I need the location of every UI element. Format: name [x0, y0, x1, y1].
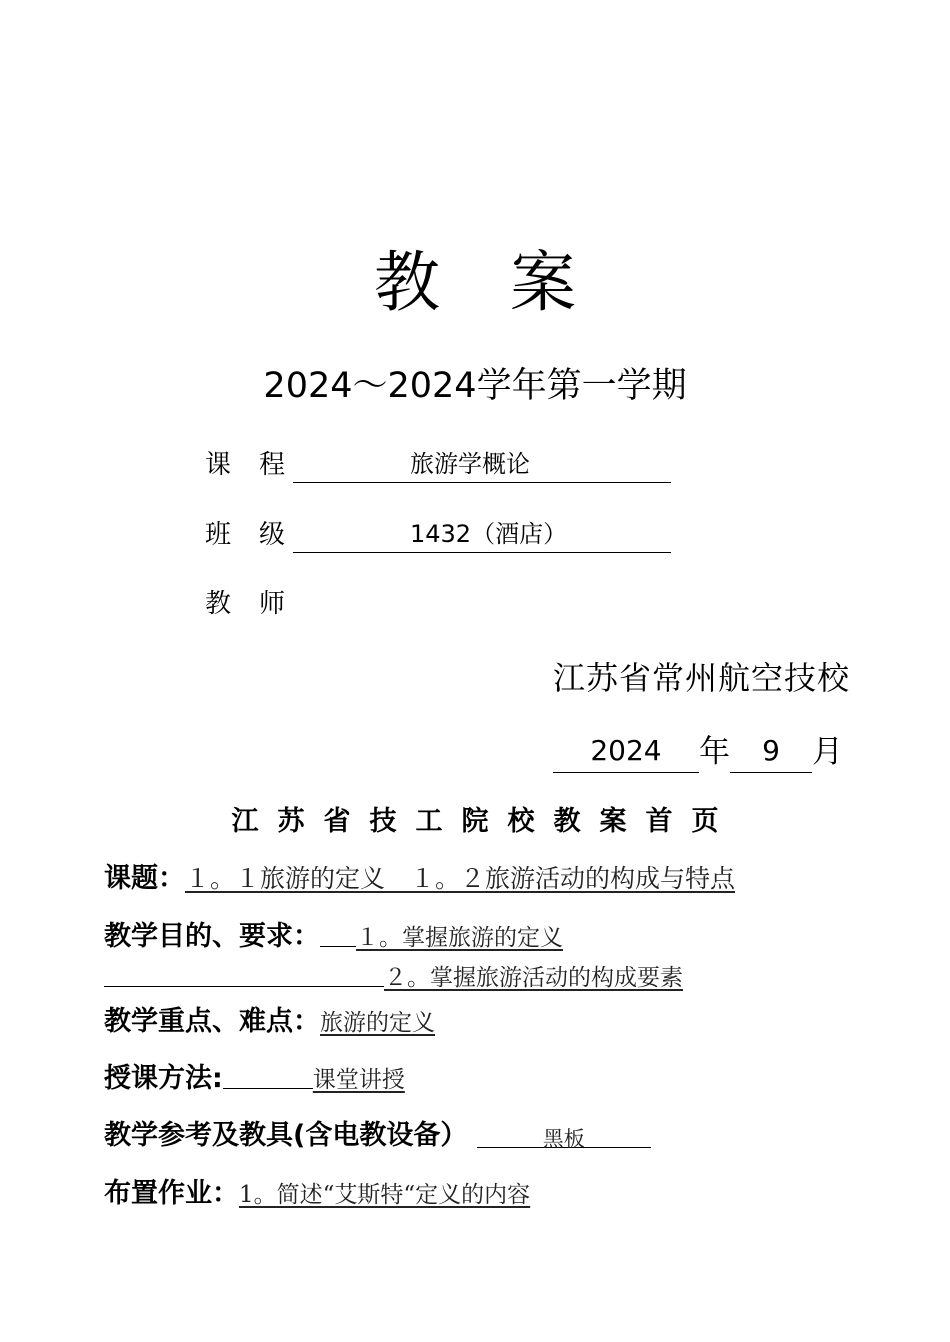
method-field	[104, 1060, 405, 1099]
method-blank	[223, 1060, 313, 1089]
class-value: 1432（酒店）	[293, 516, 671, 553]
key-points-field	[104, 1003, 435, 1042]
goals-field	[104, 918, 563, 957]
date-month: 9	[730, 730, 812, 773]
method-value: 课堂讲授	[312, 1067, 405, 1093]
goals-label: 教学目的、要求：	[104, 921, 320, 952]
method-label: 授课方法:	[104, 1063, 223, 1094]
homework-label: 布置作业：	[104, 1178, 239, 1209]
tools-blank	[477, 1119, 651, 1151]
topic-value: １。１旅游的定义 １。２旅游活动的构成与特点	[185, 864, 736, 893]
date-row	[553, 730, 843, 773]
goal-1: １。掌握旅游的定义	[356, 925, 563, 951]
course-row	[205, 446, 671, 483]
goal-1-blank	[320, 918, 356, 947]
homework-field	[104, 1175, 530, 1214]
year-suffix: 年	[699, 734, 730, 770]
tools-field	[104, 1117, 651, 1155]
goal-2-blank	[104, 958, 384, 987]
teacher-label: 教师	[205, 589, 314, 619]
month-suffix: 月	[812, 734, 843, 770]
key-points-value: 旅游的定义	[320, 1010, 435, 1036]
topic-label: 课题：	[104, 863, 185, 894]
course-label: 课程	[205, 450, 314, 480]
class-row	[205, 516, 671, 553]
first-page-heading: 江苏省技工院校教案首页	[231, 806, 738, 837]
goals-second-line	[104, 958, 683, 997]
tools-label: 教学参考及教具(含电教设备）	[104, 1120, 468, 1151]
tools-value: 黑板	[542, 1127, 585, 1151]
goal-2: ２。掌握旅游活动的构成要素	[384, 965, 683, 991]
school-name: 江苏省常州航空技校	[553, 659, 851, 697]
topic-field	[104, 860, 735, 898]
homework-value: 1。简述“艾斯特“定义的内容	[239, 1182, 531, 1208]
teacher-row	[205, 586, 314, 622]
class-label: 班级	[205, 520, 314, 550]
key-points-label: 教学重点、难点：	[104, 1006, 320, 1037]
date-year: 2024	[553, 730, 699, 773]
academic-term: 2024～2024学年第一学期	[263, 366, 687, 406]
document-title: 教案	[374, 244, 646, 321]
course-value: 旅游学概论	[293, 446, 671, 483]
